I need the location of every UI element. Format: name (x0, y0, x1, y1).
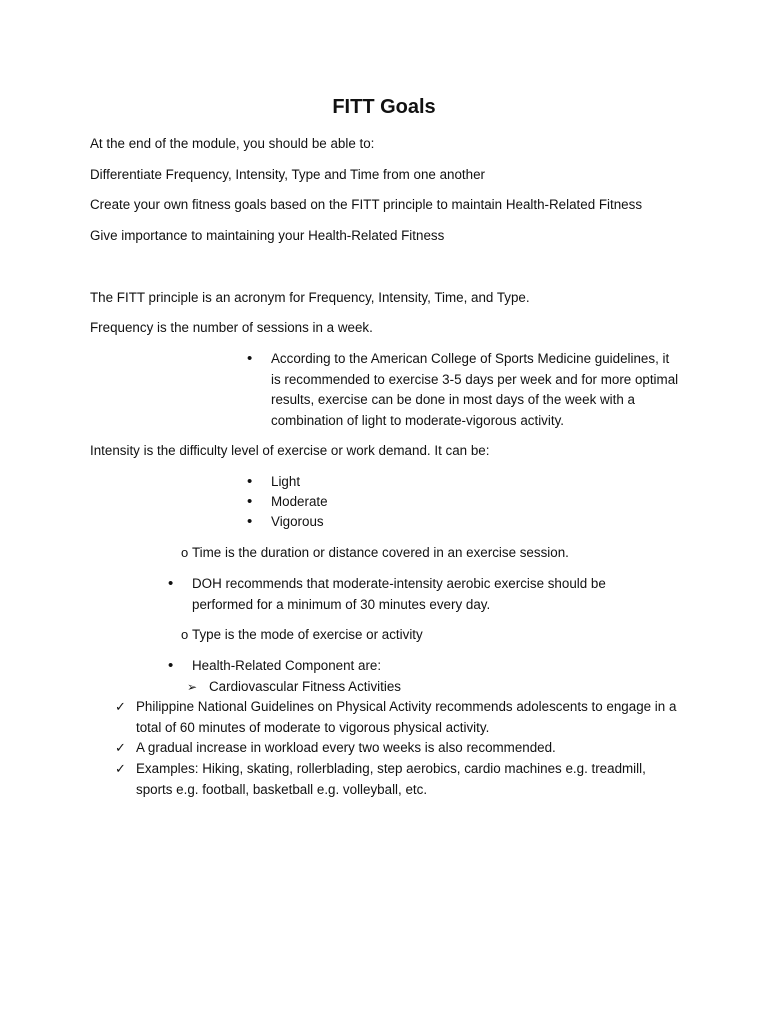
type-heading: Type is the mode of exercise or activity (192, 627, 423, 642)
page-title: FITT Goals (332, 96, 436, 118)
objective-item: Differentiate Frequency, Intensity, Type and Time from one another (90, 167, 485, 182)
bullet-marker: • (168, 575, 174, 592)
frequency-detail: According to the American College of Sports Medicine guidelines, it is recommended to exercise 3-5 days per week and for more optimal results, exercise can be done in most days of the week with a combination of light to moderate-vigorous activity. (271, 351, 679, 428)
type-sub-item: Cardiovascular Fitness Activities (209, 679, 401, 694)
bullet-marker: • (247, 350, 253, 367)
frequency-heading: Frequency is the number of sessions in a week. (90, 320, 373, 335)
type-check-item: Philippine National Guidelines on Physical Activity recommends adolescents to engage in a total of 60 minutes of moderate to vigorous physical activity. (136, 699, 677, 735)
type-check-item: Examples: Hiking, skating, rollerblading, step aerobics, cardio machines e.g. treadmill, sports e.g. football, basketball e.g. volleyball, etc. (136, 761, 646, 797)
bullet-marker: • (168, 657, 174, 674)
intro-text: At the end of the module, you should be able to: (90, 136, 375, 151)
fitt-definition: The FITT principle is an acronym for Frequency, Intensity, Time, and Type. (90, 290, 530, 305)
arrow-marker-icon: ➢ (187, 680, 198, 694)
circle-marker: o (181, 627, 189, 642)
check-marker-icon: ✓ (115, 699, 126, 714)
bullet-marker: • (247, 513, 253, 530)
intensity-level-vigorous: Vigorous (271, 514, 324, 529)
intensity-heading: Intensity is the difficulty level of exercise or work demand. It can be: (90, 443, 490, 458)
bullet-marker: • (247, 493, 253, 510)
circle-marker: o (181, 545, 189, 560)
check-marker-icon: ✓ (115, 761, 126, 776)
time-detail: DOH recommends that moderate-intensity aerobic exercise should be performed for a minimum of 30 minutes every day. (192, 576, 606, 612)
time-heading: Time is the duration or distance covered in an exercise session. (192, 545, 569, 560)
intensity-level-moderate: Moderate (271, 494, 328, 509)
objective-item: Create your own fitness goals based on the FITT principle to maintain Health-Related Fitness (90, 197, 643, 212)
type-component: Health-Related Component are: (192, 658, 382, 673)
intensity-level-light: Light (271, 474, 301, 489)
type-check-item: A gradual increase in workload every two weeks is also recommended. (136, 740, 556, 755)
check-marker-icon: ✓ (115, 740, 126, 755)
bullet-marker: • (247, 473, 253, 490)
objective-item: Give importance to maintaining your Health-Related Fitness (90, 228, 445, 243)
